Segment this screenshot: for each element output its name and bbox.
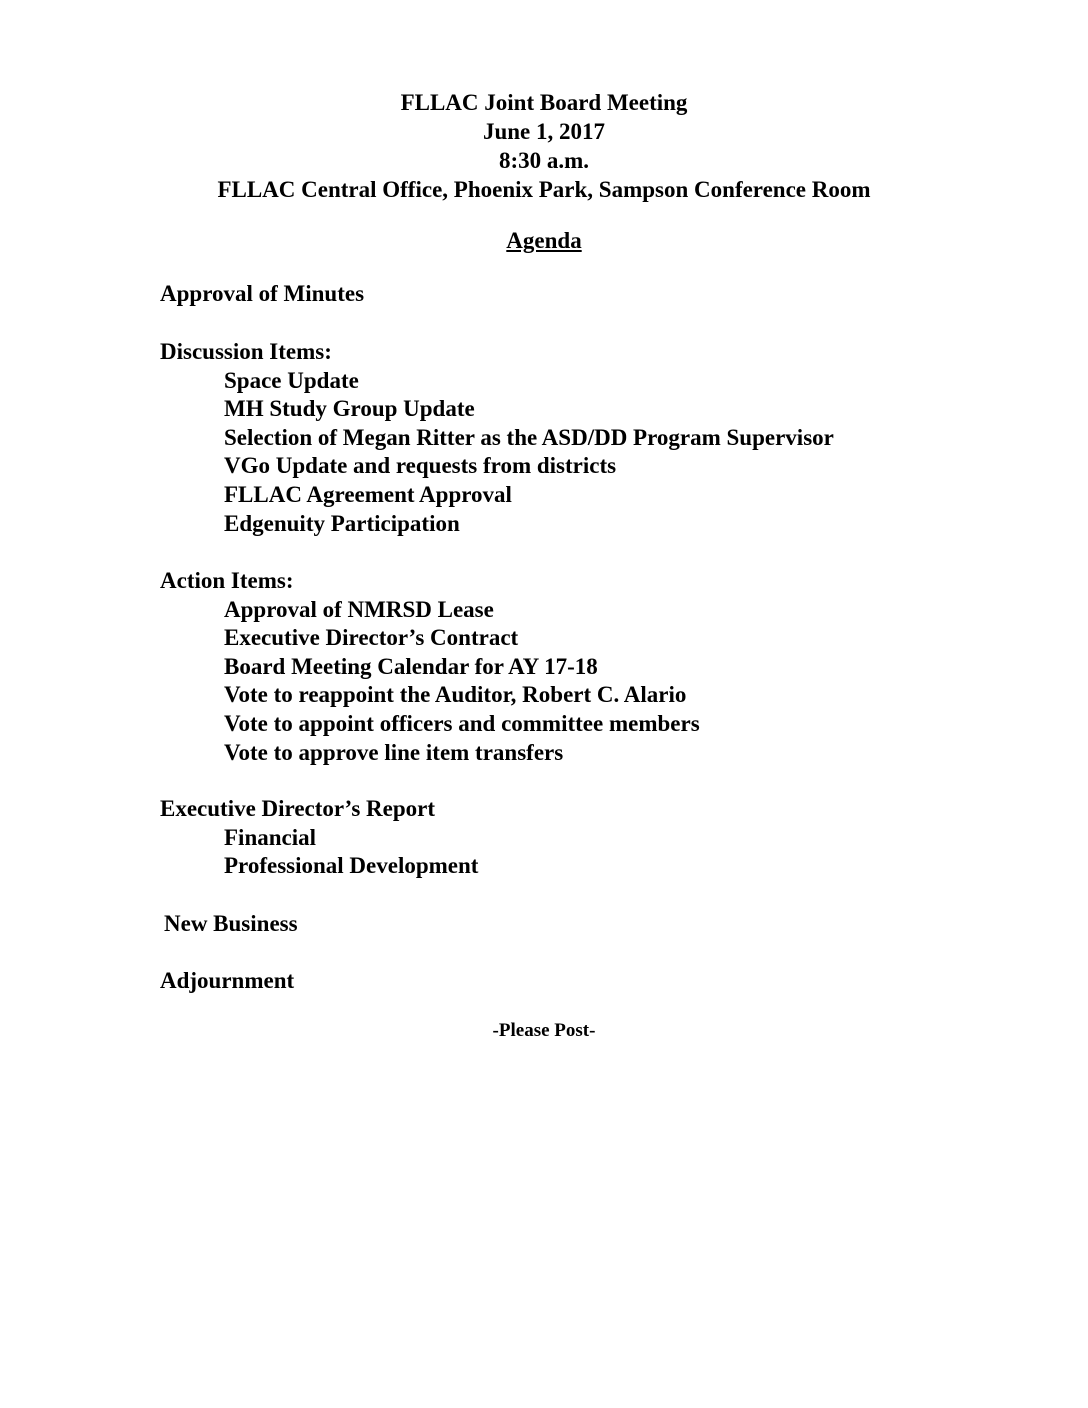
agenda-item: Space Update xyxy=(224,367,359,393)
agenda-item: Executive Director’s Contract xyxy=(224,625,519,651)
section-discussion-items xyxy=(160,338,834,538)
section-heading: New Business xyxy=(164,911,298,936)
section-new-business xyxy=(164,910,298,939)
agenda-item: Edgenuity Participation xyxy=(224,510,460,536)
section-heading: Approval of Minutes xyxy=(160,281,365,306)
meeting-header xyxy=(0,88,1088,204)
agenda-item: VGo Update and requests from districts xyxy=(224,453,617,479)
section-adjournment xyxy=(160,967,294,996)
agenda-item: Vote to approve line item transfers xyxy=(224,739,564,765)
section-heading: Executive Director’s Report xyxy=(160,796,436,821)
agenda-item: Board Meeting Calendar for AY 17-18 xyxy=(224,653,598,679)
meeting-time: 8:30 a.m. xyxy=(498,148,590,173)
agenda-item: Selection of Megan Ritter as the ASD/DD Program Supervisor xyxy=(224,424,834,450)
please-post-footer: -Please Post- xyxy=(492,1020,596,1041)
agenda-item: Vote to appoint officers and committee members xyxy=(224,710,700,736)
section-executive-directors-report xyxy=(160,795,478,881)
agenda-title: Agenda xyxy=(506,228,582,253)
agenda-item: Approval of NMRSD Lease xyxy=(224,596,494,622)
section-heading: Adjournment xyxy=(160,968,295,993)
meeting-title: FLLAC Joint Board Meeting xyxy=(400,90,688,115)
meeting-date: June 1, 2017 xyxy=(482,119,606,144)
section-heading: Discussion Items: xyxy=(160,339,332,364)
agenda-item: FLLAC Agreement Approval xyxy=(224,481,512,507)
section-heading: Action Items: xyxy=(160,568,294,593)
agenda-item: MH Study Group Update xyxy=(224,396,475,422)
meeting-location: FLLAC Central Office, Phoenix Park, Sampson Conference Room xyxy=(217,177,871,202)
agenda-item: Professional Development xyxy=(224,853,479,879)
section-action-items xyxy=(160,567,700,767)
section-approval-of-minutes xyxy=(160,280,364,309)
agenda-item: Financial xyxy=(224,824,317,850)
agenda-item: Vote to reappoint the Auditor, Robert C. Alario xyxy=(224,682,687,708)
